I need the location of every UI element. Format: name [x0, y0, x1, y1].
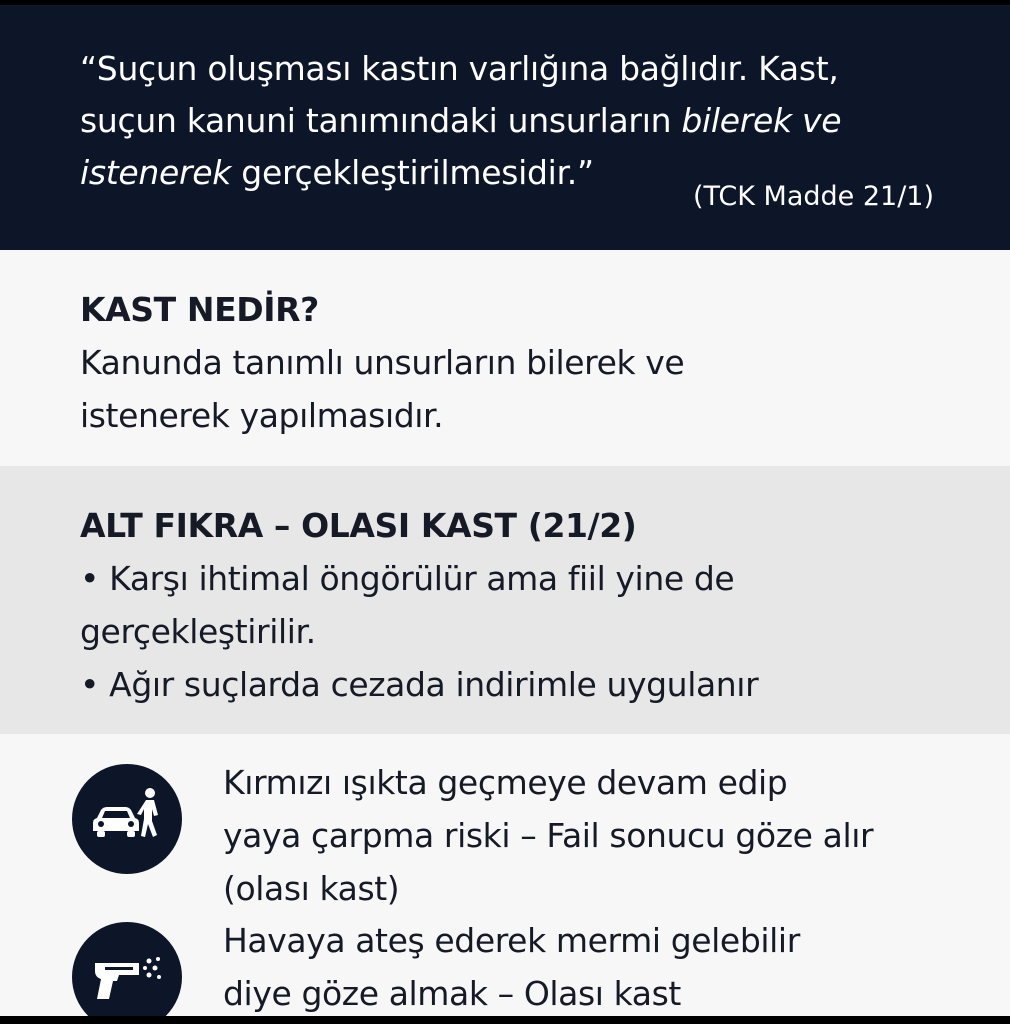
example-2-line-1: Havaya ateş ederek mermi gelebilir	[223, 921, 800, 960]
definition-heading: KAST NEDİR?	[80, 290, 319, 329]
subclause-bullets	[80, 552, 940, 711]
quote-emphasis-bilerek: bilerek ve	[681, 101, 842, 140]
subclause-heading: ALT FIKRA – OLASI KAST (21/2)	[80, 506, 637, 545]
definition-line-2: istenerek yapılmasıdır.	[80, 396, 444, 435]
definition-line-1: Kanunda tanımlı unsurların bilerek ve	[80, 343, 685, 382]
example-1-line-1: Kırmızı ışıkta geçmeye devam edip	[223, 763, 788, 802]
bullet-item: • Karşı ihtimal öngörülür ama fiil yine de gerçekleştirilir.	[80, 559, 735, 651]
example-1-line-3: (olası kast)	[223, 869, 400, 908]
quote-source: (TCK Madde 21/1)	[692, 181, 934, 212]
quote-line-2: suçun kanuni tanımındaki unsurların	[80, 101, 682, 140]
example-2-line-2: diye göze almak – Olası kast	[223, 974, 681, 1013]
quote-line-3: gerçekleştirilmesidir.”	[231, 153, 594, 192]
subclause-section	[0, 466, 1010, 734]
bullet-item: • Ağır suçlarda cezada indirimle uygulanır	[80, 665, 759, 704]
example-1-line-2: yaya çarpma riski – Fail sonucu göze alır	[223, 816, 874, 855]
example-text	[223, 914, 963, 1016]
quote-text	[80, 43, 940, 199]
quote-emphasis-istenerek: istenerek	[80, 153, 232, 192]
examples-section	[0, 734, 1010, 1016]
definition-section	[0, 250, 1010, 466]
quote-line-1: “Suçun oluşması kastın varlığına bağlıdır. Kast,	[80, 49, 839, 88]
example-text	[223, 756, 963, 915]
definition-text	[80, 336, 840, 442]
gun-icon	[72, 922, 182, 1016]
car-pedestrian-icon	[72, 764, 182, 874]
quote-box	[0, 0, 1010, 250]
